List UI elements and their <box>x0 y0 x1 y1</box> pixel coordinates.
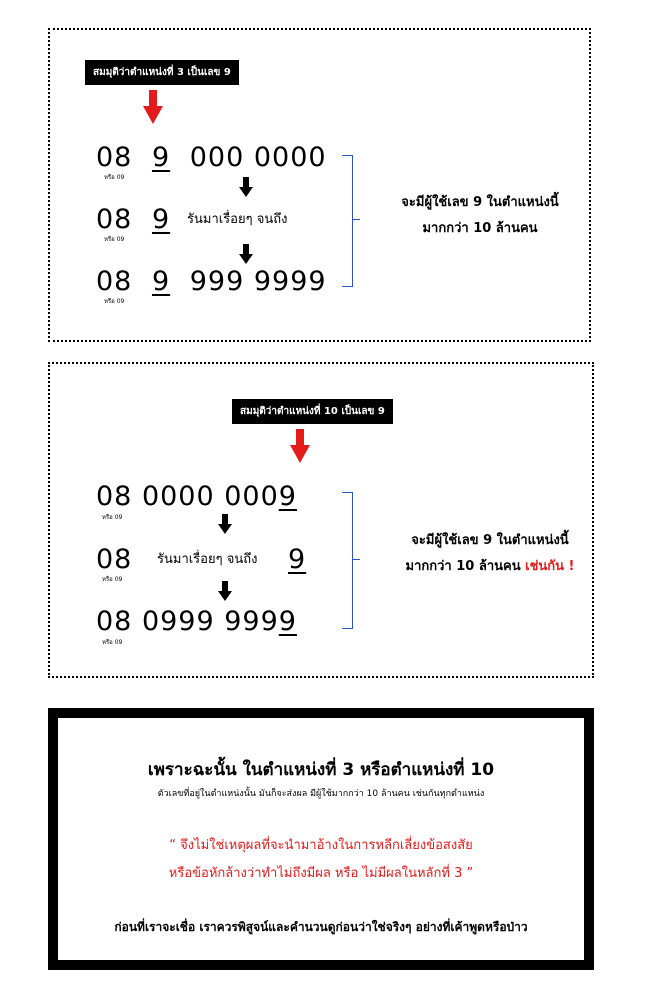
p2-row3-sub: หรือ 09 <box>102 639 123 646</box>
p2-row1-digit: 9 <box>278 481 297 512</box>
black-down-arrow-icon <box>218 581 232 601</box>
row1-rest: 000 0000 <box>189 142 327 173</box>
panel1-row1 <box>96 144 327 171</box>
p2-row2-prefix: 08 <box>96 544 133 575</box>
row1-sub: หรือ 09 <box>104 174 125 181</box>
row2-middle: รันมาเรื่อยๆ จนถึง <box>187 212 288 227</box>
p2-row3-digit: 9 <box>278 606 297 637</box>
panel1-side-line1: จะมีผู้ใช้เลข 9 ในตำแหน่งนี้ <box>401 195 559 210</box>
panel2-side-line2: มากกว่า 10 ล้านคน <box>405 559 521 574</box>
panel2-side-red: เช่นกัน ! <box>525 559 575 574</box>
row3-rest: 999 9999 <box>189 266 327 297</box>
black-down-arrow-icon <box>218 514 232 534</box>
row1-prefix: 08 <box>96 142 133 173</box>
p2-row2-middle: รันมาเรื่อยๆ จนถึง <box>157 552 258 567</box>
black-down-arrow-icon <box>239 177 253 197</box>
quote-line1: “ จึงไม่ใช่เหตุผลที่จะนำมาอ้างในการหลีกเลี่ยงข้อสงสัย <box>169 838 473 853</box>
row2-prefix: 08 <box>96 204 133 235</box>
quote-line2: หรือข้อหักล้างว่าทำไม่ถึงมีผล หรือ ไม่มีผลในหลักที่ 3 ” <box>168 866 474 881</box>
red-down-arrow-icon <box>143 90 163 124</box>
red-down-arrow-icon <box>290 429 310 463</box>
panel1-row2 <box>96 206 170 233</box>
p2-row2-digit-wrap <box>288 546 306 573</box>
row2-digit: 9 <box>151 204 171 235</box>
row3-sub: หรือ 09 <box>104 298 125 305</box>
panel2-side-line1: จะมีผู้ใช้เลข 9 ในตำแหน่งนี้ <box>411 533 569 548</box>
black-down-arrow-icon <box>239 244 253 264</box>
row1-digit: 9 <box>151 142 171 173</box>
panel2-label: สมมุติว่าตำแหน่งที่ 10 เป็นเลข 9 <box>232 399 393 424</box>
panel2-bracket-tick <box>352 559 360 560</box>
p2-row1-prefix: 08 0000 000 <box>96 481 279 512</box>
conclusion-subtext: ตัวเลขที่อยู่ในตำแหน่งนั้น มันก็จะส่งผล มีผู้ใช้มากกว่า 10 ล้านคน เช่นกันทุกตำแหน่ง <box>157 789 485 799</box>
panel2-bracket <box>342 492 353 629</box>
row3-prefix: 08 <box>96 266 133 297</box>
p2-row2-digit: 9 <box>288 544 307 575</box>
panel2-side-text <box>380 528 600 580</box>
panel1-side-line2: มากกว่า 10 ล้านคน <box>422 221 538 236</box>
p2-row3-prefix: 08 0999 999 <box>96 606 279 637</box>
conclusion-panel <box>48 708 594 970</box>
p2-row2-sub: หรือ 09 <box>102 576 123 583</box>
row2-sub: หรือ 09 <box>104 236 125 243</box>
row3-digit: 9 <box>151 266 171 297</box>
p2-row1-sub: หรือ 09 <box>102 514 123 521</box>
panel1-bracket <box>342 155 353 287</box>
panel1-bracket-tick <box>352 219 360 220</box>
panel1-row3 <box>96 268 327 295</box>
panel2-row2 <box>96 546 132 573</box>
panel2-row1 <box>96 483 297 510</box>
panel1-label: สมมุติว่าตำแหน่งที่ 3 เป็นเลข 9 <box>85 60 239 85</box>
panel1-side-text <box>380 190 580 242</box>
conclusion-text: ก่อนที่เราจะเชื่อ เราควรพิสูจน์และคำนวนดูก่อนว่าใช่จริงๆ อย่างที่เค้าพูดหรือป่าว <box>114 920 528 934</box>
panel2-row3 <box>96 608 297 635</box>
conclusion-heading: เพราะฉะนั้น ในตำแหน่งที่ 3 หรือตำแหน่งที่ 10 <box>147 760 495 780</box>
